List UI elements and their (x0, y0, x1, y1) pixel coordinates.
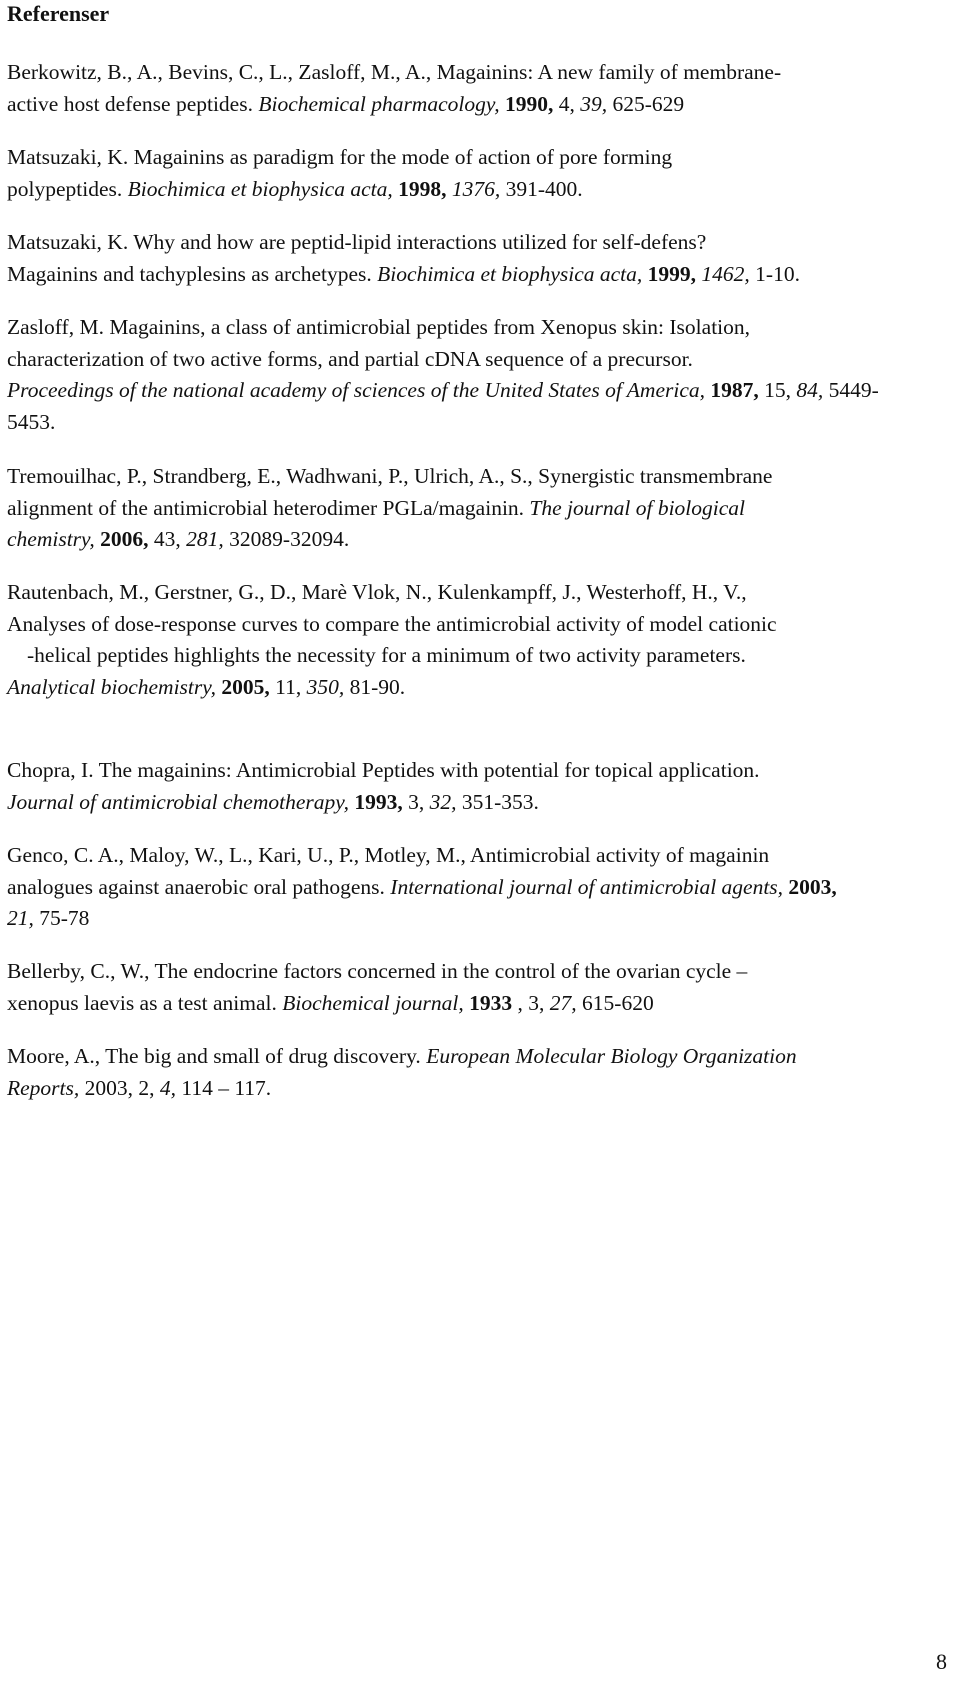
reference-italic-text: 27, (549, 990, 577, 1015)
reference-text: Matsuzaki, K. Why and how are peptid-lipid interactions utilized for self-defens? (7, 230, 707, 254)
reference-italic-text: 32, (429, 789, 457, 814)
reference-entry (7, 461, 932, 556)
reference-text: Tremouilhac, P., Strandberg, E., Wadhwani, P., Ulrich, A., S., Synergistic transmembrane (7, 464, 773, 488)
reference-text: active host defense peptides. (7, 91, 259, 116)
reference-text: Chopra, I. The magainins: Antimicrobial Peptides with potential for topical application. (7, 758, 760, 782)
reference-text: 5453. (7, 409, 56, 434)
reference-italic-text: 21, (7, 906, 34, 930)
reference-italic-text: 84, (796, 378, 824, 402)
reference-year: 1990, (504, 91, 554, 116)
reference-text: polypeptides. (7, 176, 128, 201)
reference-line (7, 227, 932, 259)
reference-entry (7, 755, 932, 818)
reference-italic-text: Reports, (7, 1075, 80, 1100)
reference-year: 1998, (398, 176, 447, 201)
reference-italic-text: 39, (580, 91, 608, 116)
reference-entry (7, 956, 932, 1019)
reference-line (7, 840, 932, 872)
reference-text: 625-629 (607, 91, 685, 116)
reference-entry (7, 1041, 932, 1104)
reference-italic-text: Biochemical journal, (282, 990, 464, 1015)
reference-line (7, 174, 932, 206)
reference-entry (7, 142, 932, 205)
reference-year: 2005, (221, 674, 270, 699)
reference-text: xenopus laevis as a test animal. (7, 990, 283, 1015)
reference-entry (7, 312, 932, 438)
reference-text: Analyses of dose-response curves to compare the antimicrobial activity of model cationic (7, 611, 777, 636)
reference-italic-text: Proceedings of the national academy of sciences of the United States of America, (7, 378, 705, 402)
reference-italic-text: The journal of biological (529, 495, 746, 520)
reference-text: 81-90. (344, 674, 406, 699)
reference-text: 11, (269, 674, 307, 699)
reference-text: 5449- (823, 378, 879, 402)
reference-line (7, 493, 932, 525)
reference-italic-text: Analytical biochemistry, (7, 674, 216, 699)
reference-year: 1933 (469, 990, 513, 1015)
reference-entry (7, 577, 932, 703)
reference-italic-text: 1376, (451, 176, 501, 201)
reference-text: 391-400. (500, 176, 583, 201)
reference-text: 351-353. (456, 789, 539, 814)
reference-line (7, 1073, 932, 1105)
reference-line (7, 312, 932, 344)
reference-line (7, 872, 932, 904)
reference-line (7, 142, 932, 174)
reference-text: 15, (758, 378, 797, 402)
reference-entry (7, 57, 932, 120)
reference-text: Bellerby, C., W., The endocrine factors concerned in the control of the ovarian cycle – (7, 959, 748, 983)
reference-italic-text: Journal of antimicrobial chemotherapy, (7, 789, 349, 814)
reference-text: Magainins and tachyplesins as archetypes. (7, 261, 378, 286)
reference-line (7, 755, 932, 787)
reference-text: 114 – 117. (176, 1075, 272, 1100)
reference-text: alignment of the antimicrobial heterodimer PGLa/magainin. (7, 495, 530, 520)
reference-italic-text: 4, (159, 1075, 177, 1100)
reference-line (7, 461, 932, 493)
reference-line (7, 609, 932, 641)
reference-italic-text: 1462, (701, 261, 750, 286)
reference-year: 2006, (100, 527, 149, 551)
reference-text: 2003, 2, (79, 1075, 160, 1100)
reference-italic-text: chemistry, (7, 527, 95, 551)
reference-line (7, 956, 932, 988)
reference-entry (7, 840, 932, 935)
reference-text: analogues against anaerobic oral pathogens. (7, 874, 391, 899)
page-heading: Referenser (7, 1, 110, 26)
reference-year: 1987, (710, 378, 759, 402)
reference-line (7, 787, 932, 819)
reference-italic-text: Biochimica et biophysica acta, (127, 176, 393, 201)
reference-text: 75-78 (33, 906, 90, 930)
reference-text: 1-10. (749, 261, 800, 286)
reference-text: -helical peptides highlights the necessity for a minimum of two activity parameters. (27, 643, 746, 667)
reference-line (7, 672, 932, 704)
reference-line (7, 988, 932, 1020)
reference-text: characterization of two active forms, and partial cDNA sequence of a precursor. (7, 346, 693, 371)
reference-text: 32089-32094. (223, 527, 350, 551)
reference-text: Genco, C. A., Maloy, W., L., Kari, U., P., Motley, M., Antimicrobial activity of magainin (7, 843, 770, 867)
reference-line (7, 903, 932, 935)
reference-text: 43, (148, 527, 187, 551)
reference-italic-text: European Molecular Biology Organization (426, 1044, 797, 1068)
reference-text: 615-620 (576, 990, 654, 1015)
reference-line (7, 57, 932, 89)
reference-text: Rautenbach, M., Gerstner, G., D., Marè Vlok, N., Kulenkampff, J., Westerhoff, H., V., (7, 580, 747, 604)
reference-text: Zasloff, M. Magainins, a class of antimicrobial peptides from Xenopus skin: Isolation, (7, 315, 751, 339)
reference-line (7, 1041, 932, 1073)
reference-line (7, 577, 932, 609)
reference-line (7, 407, 932, 439)
reference-year: 1999, (647, 261, 697, 286)
reference-text: Matsuzaki, K. Magainins as paradigm for the mode of action of pore forming (7, 145, 673, 169)
reference-line (7, 640, 932, 672)
reference-line (7, 259, 932, 291)
reference-text: 4, (553, 91, 581, 116)
reference-entry (7, 227, 932, 290)
page-number: 8 (936, 1649, 947, 1674)
reference-italic-text: Biochimica et biophysica acta, (377, 261, 643, 286)
reference-italic-text: 350, (306, 674, 345, 699)
reference-line (7, 344, 932, 376)
reference-italic-text: Biochemical pharmacology, (258, 91, 500, 116)
reference-line (7, 89, 932, 121)
reference-italic-text: 281, (186, 527, 224, 551)
reference-italic-text: International journal of antimicrobial agents, (390, 874, 784, 899)
reference-text: 3, (402, 789, 430, 814)
reference-text: Berkowitz, B., A., Bevins, C., L., Zasloff, M., A., Magainins: A new family of membrane- (7, 60, 782, 84)
reference-text: , 3, (512, 990, 550, 1015)
reference-year: 2003, (788, 874, 837, 899)
reference-line (7, 375, 932, 407)
reference-year: 1993, (354, 789, 403, 814)
reference-text: Moore, A., The big and small of drug discovery. (7, 1044, 427, 1068)
reference-line (7, 524, 932, 556)
